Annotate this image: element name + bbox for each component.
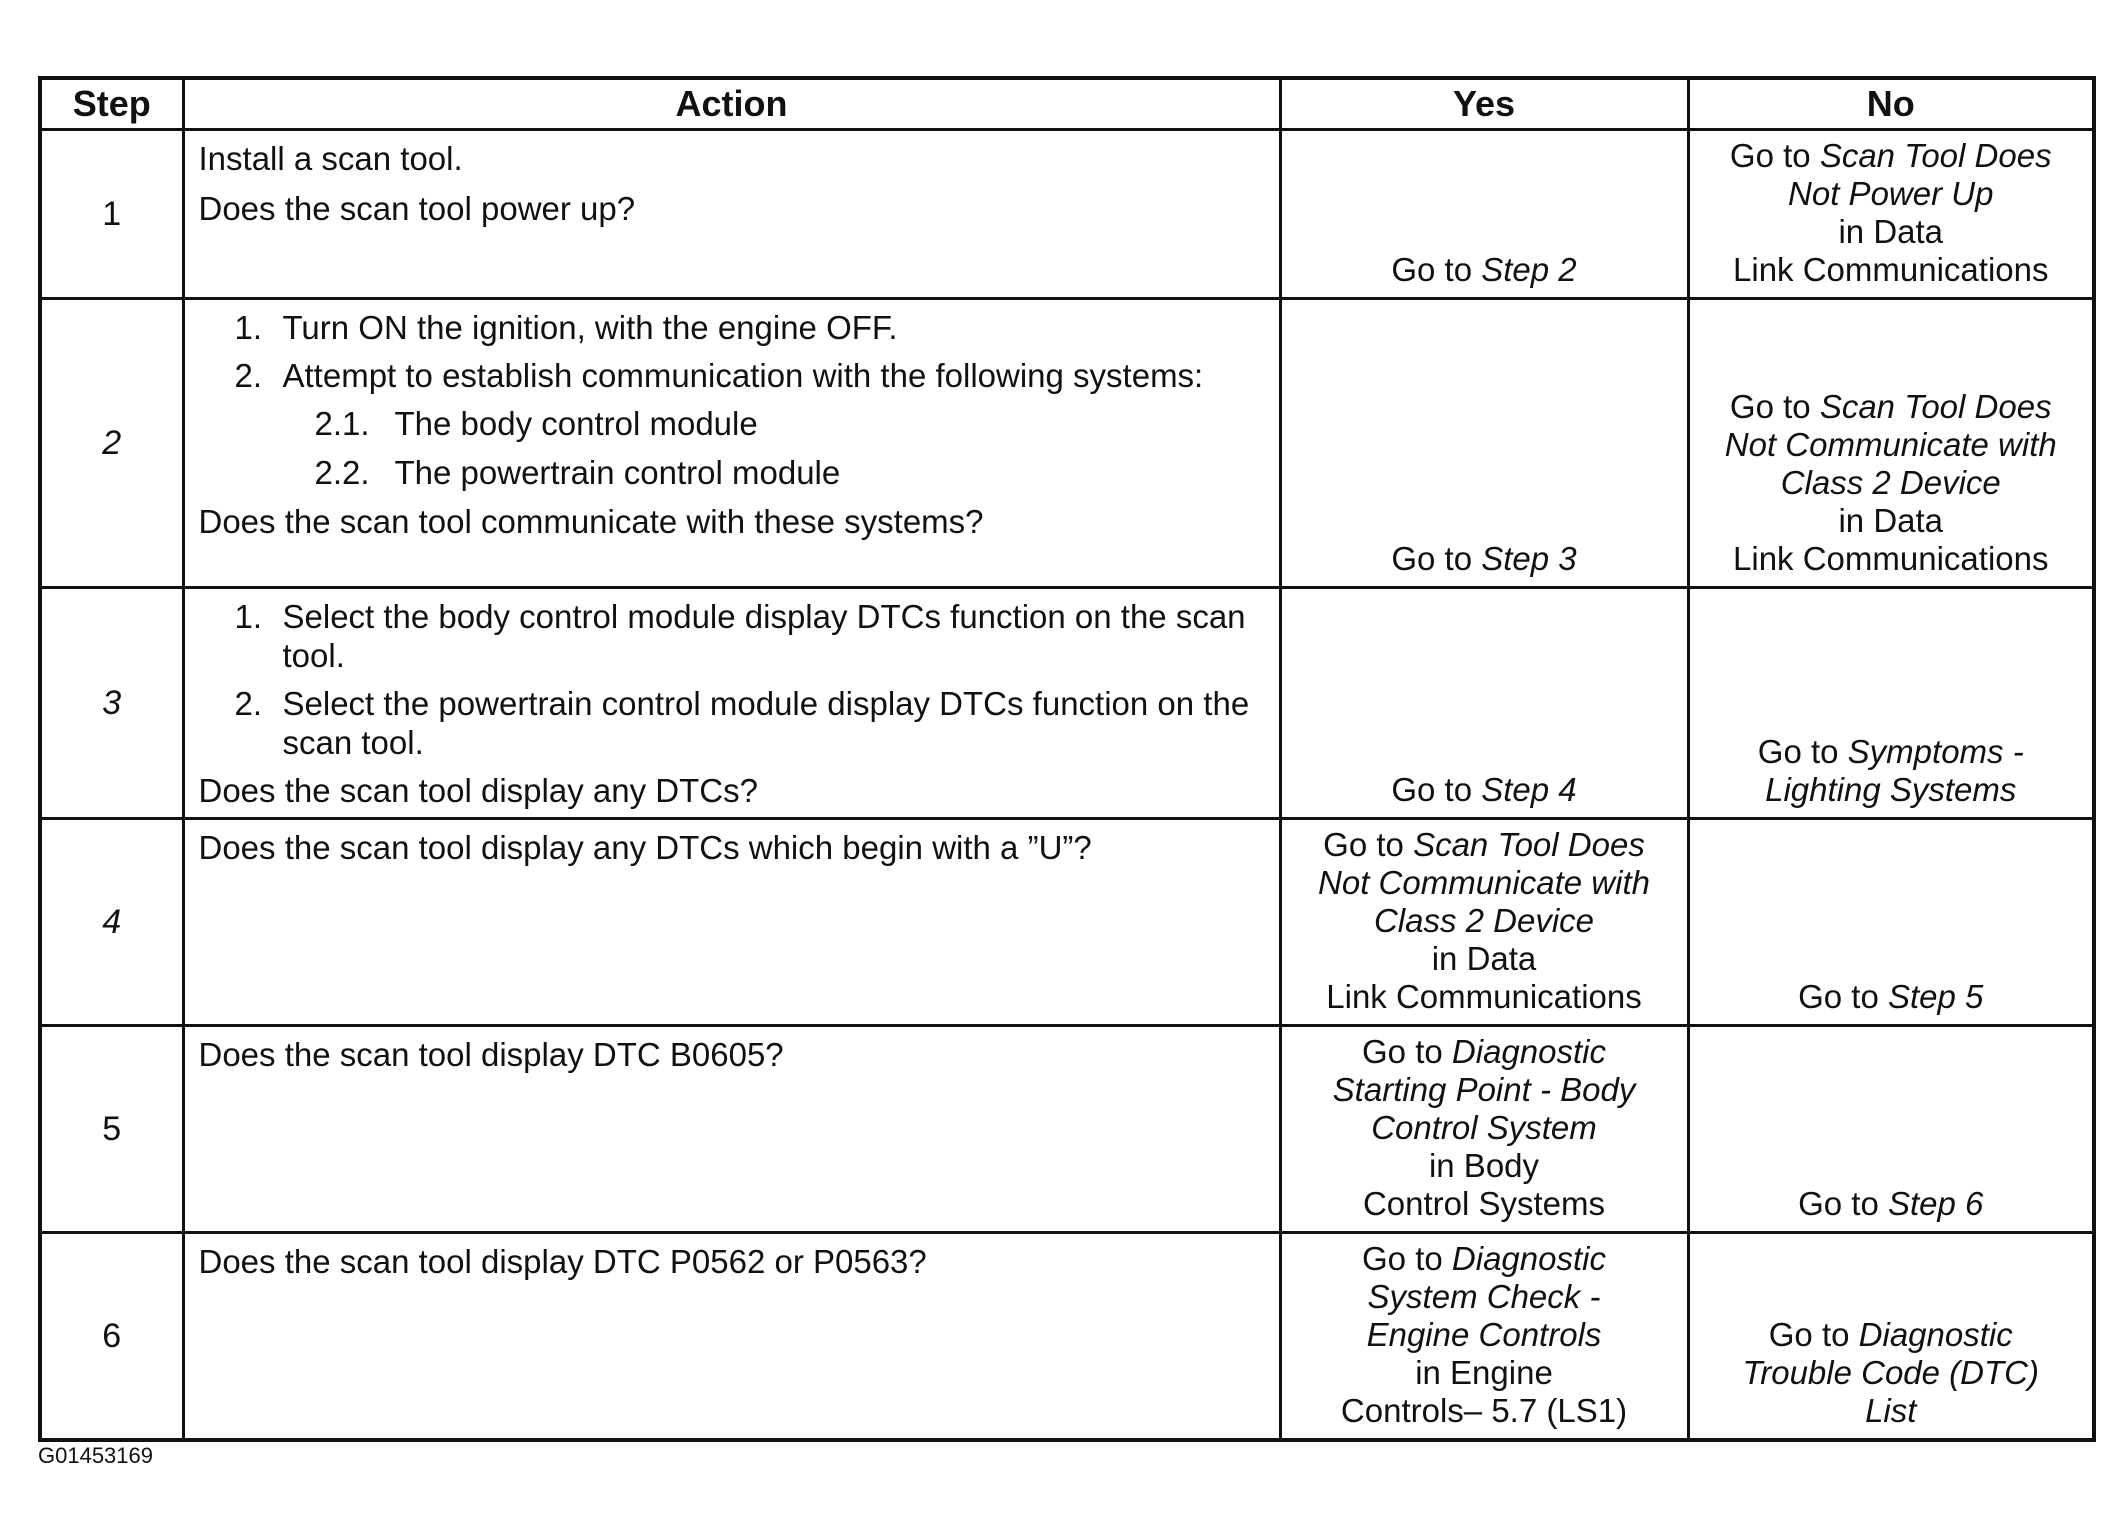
reference-link[interactable]: Not Power Up [1788,175,1994,212]
goto-text: Go to [1391,771,1473,808]
action-question: Does the scan tool display DTC B0605? [198,1036,784,1073]
action-cell [183,819,1280,1026]
diagnostic-table [38,76,2096,1442]
action-question: Does the scan tool communicate with these systems? [198,503,984,540]
item-text: Select the body control module display DTCs function on the scan tool. [282,598,1246,674]
action-line: Install a scan tool. [198,140,463,177]
reference-link[interactable]: Not Communicate with [1724,426,2057,463]
sub-item [199,404,1265,443]
numbered-item [199,684,1265,762]
item-text: Select the powertrain control module display DTCs function on the scan tool. [282,685,1250,761]
table-row [40,130,2094,299]
reference-link[interactable]: Diagnostic [1451,1240,1606,1277]
reference-link[interactable]: Class 2 Device [1780,464,2001,501]
goto-text: Go to [1729,137,1811,174]
reference-section: Link Communications [1326,978,1642,1015]
header-step: Step [40,78,183,130]
reference-section: in Data [1431,940,1537,977]
step-number: 3 [40,588,183,819]
item-text: Turn ON the ignition, with the engine OFF. [282,309,898,346]
reference-link[interactable]: Symptoms - [1847,733,2024,770]
goto-text: Go to [1391,540,1473,577]
no-cell [1688,299,2094,588]
reference-link[interactable]: Not Communicate with [1318,864,1650,901]
reference-section: in Data [1838,213,1944,250]
goto-text: Go to [1323,826,1404,863]
table-row [40,588,2094,819]
reference-link[interactable]: Diagnostic [1858,1316,2013,1353]
reference-section: Control Systems [1362,1185,1606,1222]
reference-link[interactable]: Scan Tool Does [1819,137,2052,174]
reference-link[interactable]: System Check - [1367,1278,1601,1315]
step-number: 2 [40,299,183,588]
numbered-item [199,356,1265,395]
yes-cell [1280,588,1688,819]
action-question: Does the scan tool display DTC P0562 or P0563? [198,1243,927,1280]
step-reference-link[interactable]: Step 6 [1887,1185,1984,1222]
step-reference-link[interactable]: Step 2 [1481,251,1577,288]
reference-section: in Data [1838,502,1944,539]
reference-link[interactable]: Engine Controls [1366,1316,1602,1353]
reference-link[interactable]: Class 2 Device [1373,902,1595,939]
item-number: 1. [234,598,263,635]
no-cell [1688,588,2094,819]
reference-link[interactable]: Scan Tool Does [1819,388,2052,425]
table-row [40,1026,2094,1233]
table-row [40,1233,2094,1441]
header-action: Action [183,78,1280,130]
reference-section: Link Communications [1733,540,2049,577]
table-row [40,299,2094,588]
step-reference-link[interactable]: Step 4 [1481,771,1577,808]
action-question: Does the scan tool display any DTCs? [198,772,758,809]
step-reference-link[interactable]: Step 3 [1481,540,1577,577]
action-cell [183,1233,1280,1441]
goto-text: Go to [1362,1033,1443,1070]
yes-cell [1280,130,1688,299]
reference-link[interactable]: Control System [1371,1109,1597,1146]
goto-text: Go to [1798,1185,1879,1222]
reference-link[interactable]: Starting Point - Body [1332,1071,1636,1108]
item-number: 1. [234,309,263,346]
action-question: Does the scan tool display any DTCs which begin with a ”U”? [198,829,1092,866]
sub-item-number: 2.2. [314,454,370,491]
reference-link[interactable]: List [1865,1392,1917,1429]
no-cell [1688,1233,2094,1441]
reference-section: in Engine [1415,1354,1553,1391]
no-cell [1688,1026,2094,1233]
item-number: 2. [234,685,263,722]
sub-item-text: The body control module [394,405,758,442]
reference-link[interactable]: Trouble Code (DTC) [1742,1354,2039,1391]
step-number: 6 [40,1233,183,1441]
no-cell [1688,130,2094,299]
action-question: Does the scan tool power up? [198,190,636,227]
action-cell [183,1026,1280,1233]
yes-cell [1280,1026,1688,1233]
table-row [40,819,2094,1026]
goto-text: Go to [1798,978,1879,1015]
header-row [40,78,2094,130]
sub-item-text: The powertrain control module [394,454,841,491]
action-cell [183,130,1280,299]
numbered-item [199,597,1265,675]
reference-link[interactable]: Scan Tool Does [1413,826,1645,863]
goto-text: Go to [1757,733,1839,770]
action-cell [183,299,1280,588]
yes-cell [1280,299,1688,588]
figure-id: G01453169 [38,1443,153,1468]
no-cell [1688,819,2094,1026]
goto-text: Go to [1729,388,1811,425]
action-cell [183,588,1280,819]
item-text: Attempt to establish communication with the following systems: [282,357,1204,394]
reference-link[interactable]: Diagnostic [1451,1033,1606,1070]
step-number: 1 [40,130,183,299]
goto-text: Go to [1768,1316,1850,1353]
goto-text: Go to [1391,251,1473,288]
step-reference-link[interactable]: Step 5 [1887,978,1984,1015]
sub-item-number: 2.1. [314,405,370,442]
item-number: 2. [234,357,263,394]
yes-cell [1280,819,1688,1026]
sub-item [199,453,1265,492]
reference-link[interactable]: Lighting Systems [1765,771,2017,808]
numbered-item [199,308,1265,347]
reference-section: Controls– 5.7 (LS1) [1340,1392,1628,1429]
step-number: 4 [40,819,183,1026]
step-number: 5 [40,1026,183,1233]
header-no: No [1688,78,2094,130]
yes-cell [1280,1233,1688,1441]
goto-text: Go to [1362,1240,1443,1277]
header-yes: Yes [1280,78,1688,130]
reference-section: in Body [1428,1147,1540,1184]
reference-section: Link Communications [1733,251,2049,288]
